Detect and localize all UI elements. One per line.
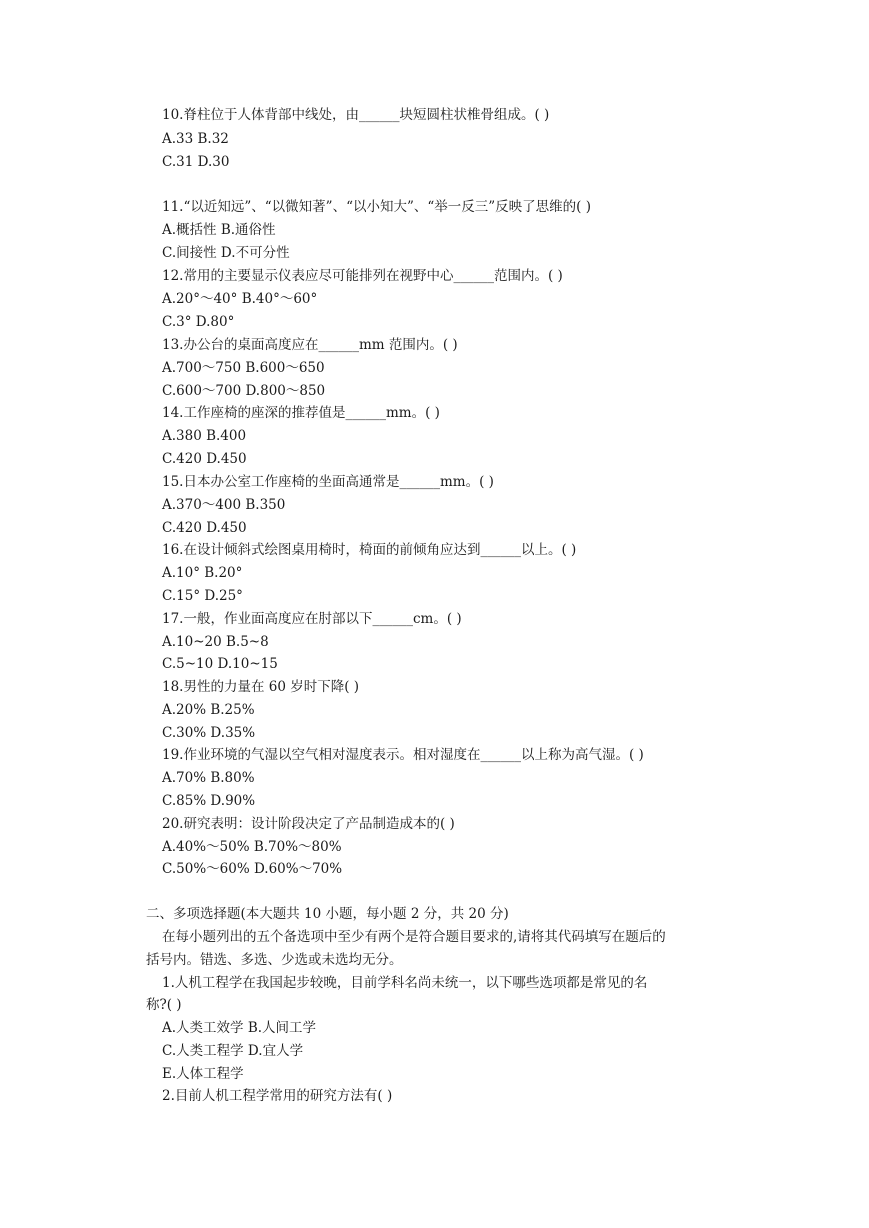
question-17-stem: 17.一般，作业面高度应在肘部以下______cm。( ) [162,611,462,627]
question-13-options-cd: C.600～700 D.800～850 [162,383,326,399]
question-18-stem: 18.男性的力量在 60 岁时下降( ) [162,679,360,695]
question-16-options-ab: A.10° B.20° [162,565,243,581]
multi-question-1-option-e: E.人体工程学 [162,1066,244,1082]
question-14-options-cd: C.420 D.450 [162,451,247,467]
question-20-options-ab: A.40%～50% B.70%～80% [162,839,342,855]
multi-question-1-options-cd: C.人类工程学 D.宜人学 [162,1043,304,1059]
question-20-options-cd: C.50%～60% D.60%～70% [162,861,343,877]
question-11-options-cd: C.间接性 D.不可分性 [162,245,290,261]
question-19-options-cd: C.85% D.90% [162,793,256,809]
question-17-options-cd: C.5~10 D.10~15 [162,656,278,672]
question-19-options-ab: A.70% B.80% [162,770,255,786]
question-18-options-cd: C.30% D.35% [162,725,256,741]
question-10-options-cd: C.31 D.30 [162,154,230,170]
section-2-instructions-line-1: 在每小题列出的五个备选项中至少有两个是符合题目要求的,请将其代码填写在题后的 [162,929,666,945]
question-10-options-ab: A.33 B.32 [162,131,229,147]
multi-question-2-stem: 2.目前人机工程学常用的研究方法有( ) [162,1088,393,1104]
question-17-options-ab: A.10~20 B.5~8 [162,634,269,650]
section-2-instructions-line-2: 括号内。错选、多选、少选或未选均无分。 [146,952,403,968]
question-12-stem: 12.常用的主要显示仪表应尽可能排列在视野中心______范围内。( ) [162,268,563,284]
question-13-stem: 13.办公台的桌面高度应在______mm 范围内。( ) [162,337,458,353]
question-19-stem: 19.作业环境的气湿以空气相对湿度表示。相对湿度在______以上称为高气湿。( ) [162,747,644,763]
question-12-options-cd: C.3° D.80° [162,314,235,330]
multi-question-1-options-ab: A.人类工效学 B.人间工学 [162,1020,317,1036]
question-15-options-cd: C.420 D.450 [162,520,247,536]
section-2-heading: 二、多项选择题(本大题共 10 小题，每小题 2 分，共 20 分) [146,906,509,922]
question-11-options-ab: A.概括性 B.通俗性 [162,222,276,238]
question-14-stem: 14.工作座椅的座深的推荐值是______mm。( ) [162,405,440,421]
question-15-options-ab: A.370～400 B.350 [162,497,286,513]
question-10-stem: 10.脊柱位于人体背部中线处，由______块短圆柱状椎骨组成。( ) [162,107,550,123]
question-15-stem: 15.日本办公室工作座椅的坐面高通常是______mm。( ) [162,474,494,490]
multi-question-1-stem-line-2: 称?( ) [146,997,182,1013]
question-14-options-ab: A.380 B.400 [162,428,247,444]
multi-question-1-stem-line-1: 1.人机工程学在我国起步较晚，目前学科名尚未统一，以下哪些选项都是常见的名 [162,975,648,991]
question-20-stem: 20.研究表明：设计阶段决定了产品制造成本的( ) [162,816,455,832]
question-16-stem: 16.在设计倾斜式绘图桌用椅时，椅面的前倾角应达到______以上。( ) [162,542,577,558]
question-16-options-cd: C.15° D.25° [162,588,243,604]
question-12-options-ab: A.20°～40° B.40°～60° [162,291,318,307]
question-18-options-ab: A.20% B.25% [162,702,255,718]
question-13-options-ab: A.700～750 B.600～650 [162,360,325,376]
question-11-stem: 11.“以近知远”、“以微知著”、“以小知大”、“举一反三”反映了思维的( ) [162,199,592,215]
